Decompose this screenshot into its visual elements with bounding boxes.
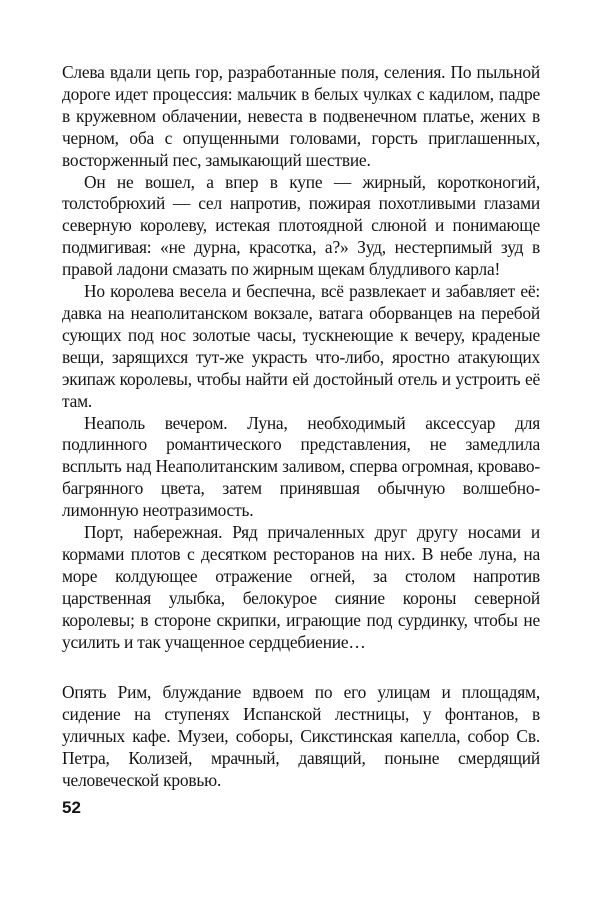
rome-text-block xyxy=(62,682,540,792)
paragraph-queen: Но королева весела и беспечна, всё развлекает и забавляет её: давка на неаполитанском вокзале, ватага оборванцев на перебой сующих под нос золотые часы, тускнеющие к вечеру, краденые вещи, зарящихся тут-же украсть что-либо, яростно атакующих экипаж королевы, чтобы найти ей достойный отель и устроить её там. xyxy=(62,281,540,411)
page-number: 52 xyxy=(62,798,81,817)
paragraph-rome: Опять Рим, блуждание вдвоем по его улицам и площадям, сидение на ступенях Испанской лестницы, у фонтанов, в уличных кафе. Музеи, соборы, Сикстинская капелла, собор Св. Петра, Колизей, мрачный, давящий, поныне смердящий человеческой кровью. xyxy=(62,682,540,790)
paragraph-compartment: Он не вошел, а впер в купе — жирный, коротконогий, толстобрюхий — сел напротив, пожирая похотливыми глазами северную королеву, истекая плотоядной слюной и понимающе подмигивая: «не дурна, красотка, а?» Зуд, нестерпимый зуд в правой ладони смазать по жирным щекам блудливого карла! xyxy=(62,171,540,280)
main-text-block xyxy=(62,62,540,653)
paragraph-naples-evening: Неаполь вечером. Луна, необходимый аксессуар для подлинного романтического представления, не замедлила всплыть над Неаполитанским заливом, сперва огромная, кроваво-багрянного цвета, затем принявшая обычную волшебно-лимонную неотразимость. xyxy=(62,412,540,521)
paragraph-procession: Слева вдали цепь гор, разработанные поля, селения. По пыльной дороге идет процессия: мальчик в белых чулках с кадилом, падре в кружевном облачении, невеста в подвенечном платье, жених в черном, оба с опущенными головами, горсть приглашенных, восторженный пес, замыкающий шествие. xyxy=(62,62,540,170)
paragraph-port: Порт, набережная. Ряд причаленных друг другу носами и кормами плотов с десятком ресторанов на них. В небе луна, на море колдующее отражение огней, за столом напротив царственная улыбка, белокурое сияние короны северной королевы; в стороне скрипки, играющие под сурдинку, чтобы не усилить и так учащенное сердцебиение… xyxy=(62,522,540,652)
